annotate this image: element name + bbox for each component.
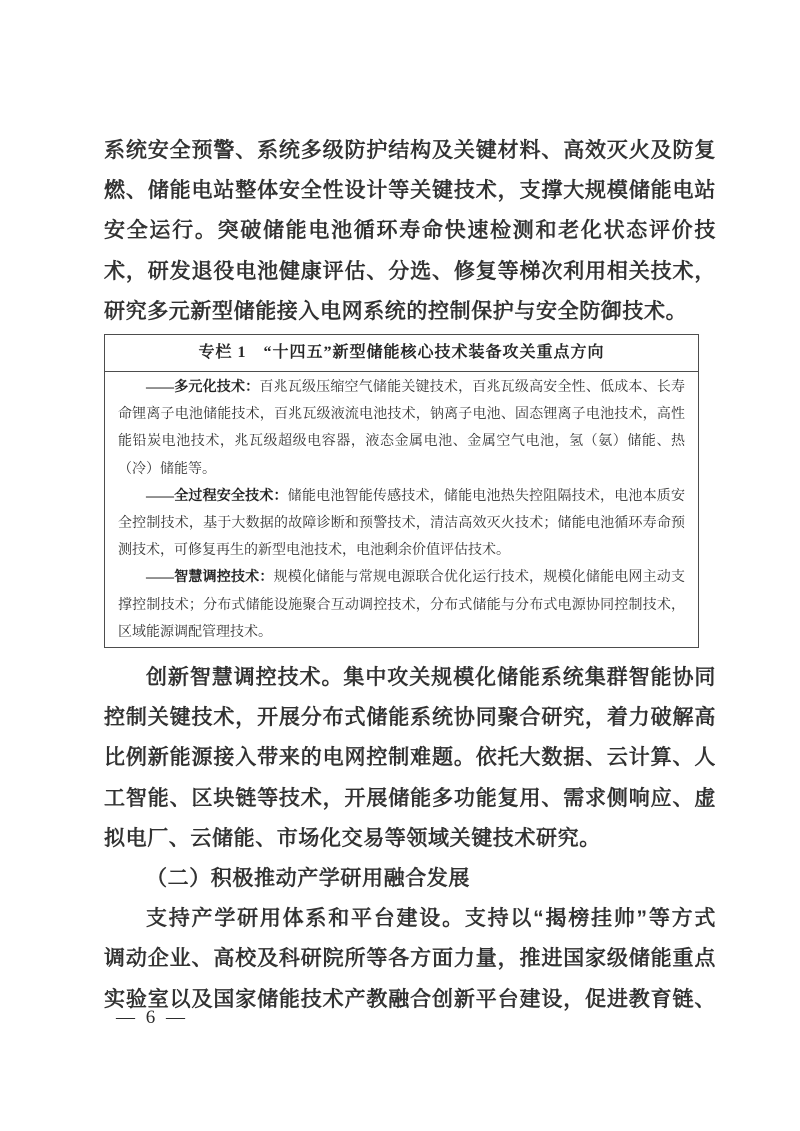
text-line: 全控制技术，基于大数据的故障诊断和预警技术，清洁高效灭火技术；储能电池循环寿命预 bbox=[118, 516, 685, 532]
text-line: 燃、储能电站整体安全性设计等关键技术，支撑大规模储能电站 bbox=[104, 179, 716, 203]
text-line: 创新智慧调控技术。集中攻关规模化储能系统集群智能协同 bbox=[146, 666, 716, 690]
paragraph-industry-academia bbox=[104, 899, 716, 1020]
box-item-label: ——全过程安全技术： bbox=[146, 488, 288, 504]
text-line bbox=[118, 483, 685, 510]
box-item-fullprocess-safety-tech bbox=[118, 483, 685, 565]
box-item-text: 规模化储能与常规电源联合优化运行技术，规模化储能电网主动支 bbox=[273, 570, 686, 586]
text-line: 区域能源调配管理技术。 bbox=[118, 624, 272, 640]
box-item-label: ——智慧调控技术： bbox=[146, 570, 274, 586]
text-line: 能铅炭电池技术，兆瓦级超级电容器，液态金属电池、金属空气电池，氢（氨）储能、热 bbox=[118, 434, 685, 450]
text-line: 命锂离子电池储能技术，百兆瓦级液流电池技术，钠离子电池、固态锂离子电池技术，高性 bbox=[118, 407, 685, 423]
text-line: 控制关键技术，开展分布式储能系统协同聚合研究，着力破解高 bbox=[104, 706, 716, 730]
paragraph-smart-control bbox=[104, 658, 716, 859]
text-line: 研究多元新型储能接入电网系统的控制保护与安全防御技术。 bbox=[104, 299, 688, 323]
paragraph-safety-tech bbox=[104, 131, 716, 332]
text-line: 支持产学研用体系和平台建设。支持以“揭榜挂帅”等方式 bbox=[146, 907, 716, 931]
text-line bbox=[118, 374, 685, 401]
box-item-text: 百兆瓦级压缩空气储能关键技术，百兆瓦级高安全性、低成本、长寿 bbox=[259, 380, 686, 396]
text-line: 术，研发退役电池健康评估、分选、修复等梯次利用相关技术， bbox=[104, 259, 716, 283]
text-line bbox=[118, 564, 685, 591]
box-title: 专栏 1 “十四五”新型储能核心技术装备攻关重点方向 bbox=[105, 335, 698, 372]
text-line: 测技术，可修复再生的新型电池技术，电池剩余价值评估技术。 bbox=[118, 543, 510, 559]
box-item-smart-dispatch-tech bbox=[118, 564, 685, 646]
text-line: 比例新能源接入带来的电网控制难题。依托大数据、云计算、人 bbox=[104, 746, 716, 770]
text-line: 工智能、区块链等技术，开展储能多功能复用、需求侧响应、虚 bbox=[104, 786, 716, 810]
text-line: 安全运行。突破储能电池循环寿命快速检测和老化状态评价技 bbox=[104, 219, 716, 243]
text-line: （冷）储能等。 bbox=[118, 461, 216, 477]
page-number: — 6 — bbox=[116, 1007, 188, 1028]
box-item-text: 储能电池智能传感技术，储能电池热失控阻隔技术，电池本质安 bbox=[287, 488, 685, 504]
highlight-box-column1 bbox=[104, 334, 699, 648]
text-line: 实验室以及国家储能技术产教融合创新平台建设，促进教育链、 bbox=[104, 987, 716, 1011]
text-line: 撑控制技术；分布式储能设施聚合互动调控技术，分布式储能与分布式电源协同控制技术， bbox=[118, 597, 685, 613]
section-heading: （二）积极推动产学研用融合发展 bbox=[146, 867, 470, 891]
document-content bbox=[104, 131, 716, 1020]
text-line: 系统安全预警、系统多级防护结构及关键材料、高效灭火及防复 bbox=[104, 139, 716, 162]
box-item-diversified-tech bbox=[118, 374, 685, 483]
text-line: 拟电厂、云储能、市场化交易等领域关键技术研究。 bbox=[104, 826, 601, 850]
box-item-label: ——多元化技术： bbox=[146, 380, 260, 396]
text-line: 调动企业、高校及科研院所等各方面力量，推进国家级储能重点 bbox=[104, 947, 716, 971]
box-body bbox=[105, 372, 698, 647]
